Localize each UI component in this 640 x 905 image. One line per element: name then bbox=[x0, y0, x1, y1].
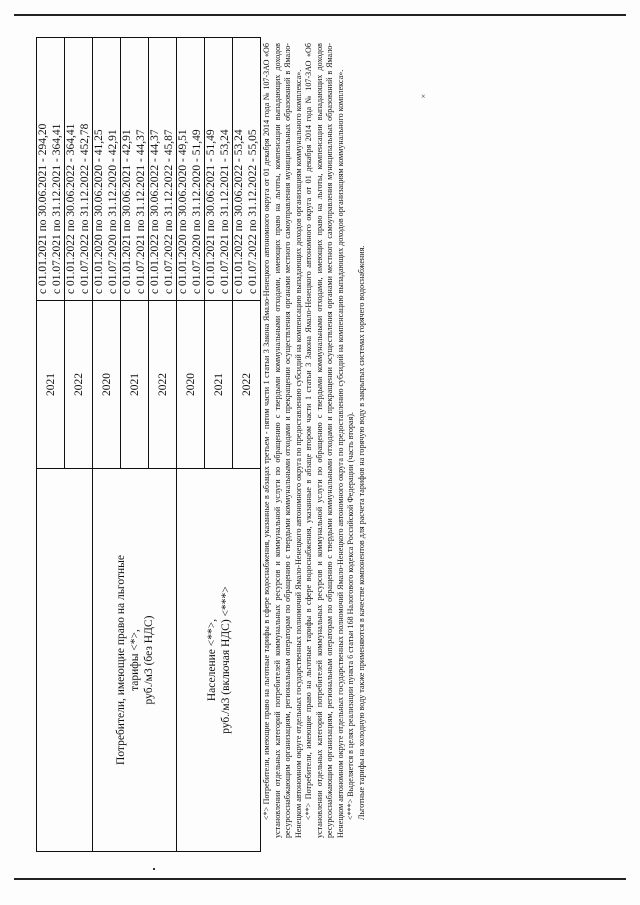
period-line: с 01.01.2021 по 30.06.2021 - 51,49 bbox=[205, 129, 217, 294]
period-line: с 01.01.2022 по 30.06.2022 - 53,24 bbox=[233, 129, 245, 294]
year-cell: 2021 bbox=[37, 301, 65, 469]
year-cell: 2021 bbox=[121, 301, 149, 469]
period-line: с 01.07.2022 по 31.12.2022 - 55,05 bbox=[246, 129, 259, 294]
scan-edge-bottom bbox=[14, 878, 626, 880]
period-cell bbox=[149, 38, 177, 301]
footnote-hot-water: Льготные тарифы на холодную воду также применяются в качестве компонентов для расчета тарифов на горячую воду в закрытых системах горячего водоснабжения. bbox=[356, 245, 366, 820]
year-cell: 2020 bbox=[177, 301, 205, 469]
period-cell bbox=[177, 38, 205, 301]
scan-edge-top bbox=[14, 14, 626, 16]
margin-mark: × bbox=[421, 92, 426, 101]
year-cell: 2022 bbox=[65, 301, 93, 469]
table-row bbox=[177, 38, 205, 852]
period-line: с 01.07.2022 по 31.12.2022 - 45,87 bbox=[162, 129, 175, 294]
period-cell bbox=[205, 38, 233, 301]
period-cell bbox=[233, 38, 261, 301]
period-line: с 01.07.2020 по 31.12.2020 - 51,49 bbox=[190, 129, 203, 294]
period-cell bbox=[121, 38, 149, 301]
period-line: с 01.01.2022 по 30.06.2022 - 364,41 bbox=[65, 123, 77, 294]
period-line: с 01.01.2021 по 30.06.2021 - 42,91 bbox=[121, 129, 133, 294]
year-cell: 2022 bbox=[233, 301, 261, 469]
footnotes bbox=[262, 43, 367, 838]
year-cell: 2020 bbox=[93, 301, 121, 469]
period-line: с 01.07.2020 по 31.12.2020 - 42,91 bbox=[106, 129, 119, 294]
category-cell-privileged bbox=[93, 469, 177, 852]
category-line: руб./м3 (включая НДС) <***> bbox=[219, 586, 232, 734]
category-line: Население <**>, bbox=[205, 618, 218, 702]
scan-dot bbox=[153, 868, 155, 870]
period-line: с 01.01.2020 по 30.06.2020 - 49,51 bbox=[177, 129, 189, 294]
period-cell bbox=[93, 38, 121, 301]
year-cell: 2021 bbox=[205, 301, 233, 469]
period-line: с 01.01.2021 по 30.06.2021 - 294,20 bbox=[37, 123, 49, 294]
footnote-population: <**> Потребители, имеющие право на льготные тарифы в сфере водоснабжения, указанные в абзаце втором части 1 статьи 3 Закона Ямало-Ненецкого автономного округа от 01 декабря 2014 года № 107-ЗАО «Об установлении отдельных категорий потребителей коммунальных ресурсов и коммунальной услуги по обращению с твердыми коммунальными отходами, имеющих право на льготы, компенсации выпадающих доходов ресурсоснабжающим организациям, региональным операторам по обращению с твердыми коммунальными отходами и прекращении осуществления органами местного самоуправления муниципальных образований в Ямало-Ненецком автономном округе отдельных государственных полномочий Ямало-Ненецкого автономного округа по предоставлению субсидий на компенсацию выпадающих доходов организациям коммунального комплекса». bbox=[304, 43, 345, 838]
period-cell bbox=[65, 38, 93, 301]
period-line: с 01.07.2021 по 31.12.2021 - 53,24 bbox=[218, 129, 231, 294]
category-cell-population bbox=[177, 469, 261, 852]
period-line: с 01.07.2021 по 31.12.2021 - 364,41 bbox=[50, 123, 63, 294]
period-line: с 01.07.2021 по 31.12.2021 - 44,37 bbox=[134, 129, 147, 294]
footnote-vat: <***> Выделяется в целях реализации пункта 6 статьи 168 Налогового кодекса Российской Федерации (часть вторая). bbox=[346, 412, 355, 820]
table-row bbox=[93, 38, 121, 852]
period-line: с 01.01.2022 по 30.06.2022 - 44,37 bbox=[149, 129, 161, 294]
category-cell-continued bbox=[37, 469, 93, 852]
table-row bbox=[37, 38, 65, 852]
year-cell: 2022 bbox=[149, 301, 177, 469]
period-line: с 01.07.2022 по 31.12.2022 - 452,78 bbox=[78, 123, 91, 294]
category-line: Потребители, имеющие право на льготные bbox=[114, 555, 127, 765]
rotated-page-content bbox=[30, 37, 430, 852]
category-line: тарифы <*>, bbox=[128, 629, 141, 691]
period-line: с 01.01.2020 по 30.06.2020 - 41,25 bbox=[93, 129, 105, 294]
period-cell bbox=[37, 38, 65, 301]
footnote-privileged: <*> Потребители, имеющие право на льготные тарифы в сфере водоснабжения, указанные в абзацах третьем - пятом части 1 статьи 3 Закона Ямало-Ненецкого автономного округа от 01 декабря 2014 года № 107-ЗАО «Об установлении отдельных категорий потребителей коммунальных ресурсов и коммунальной услуги по обращению с твердыми коммунальными отходами, имеющих право на льготы, компенсации выпадающих доходов ресурсоснабжающим организациям, региональным операторам по обращению с твердыми коммунальными отходами и прекращении осуществления органами местного самоуправления муниципальных образований в Ямало-Ненецком автономном округе отдельных государственных полномочий Ямало-Ненецкого автономного округа по предоставлению субсидий на компенсацию выпадающих доходов организациям коммунального комплекса». bbox=[262, 43, 303, 838]
tariff-table bbox=[36, 37, 261, 852]
category-line: руб./м3 (без НДС) bbox=[142, 615, 155, 705]
